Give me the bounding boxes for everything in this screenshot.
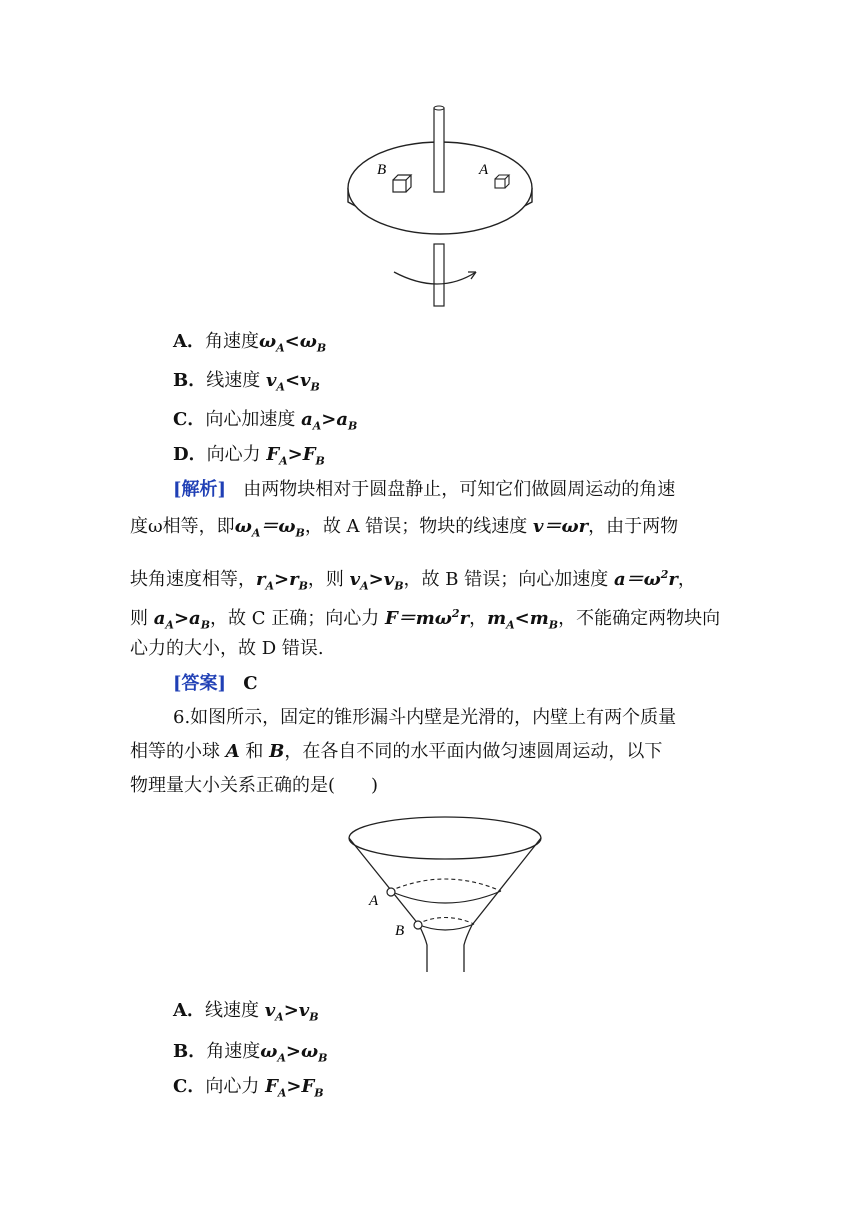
q6-line-2: 相等的小球 A 和 B，在各自不同的水平面内做匀速圆周运动，以下	[130, 741, 663, 762]
label-b: B	[395, 923, 405, 939]
option-6c: C．向心力 $F_A>F_B$	[173, 1076, 324, 1100]
analysis-line-3: 块角速度相等，$r_A>r_B$，则 $v_A>v_B$，故 B 错误；向心加速度 $a=\omega^2r$，	[130, 568, 696, 593]
rod-lower	[434, 244, 444, 306]
disk-figure	[340, 104, 550, 309]
answer-tag: [答案]	[173, 673, 227, 694]
rod-upper	[434, 108, 444, 192]
q6-line-3: 物理量大小关系正确的是( )	[130, 775, 379, 796]
analysis-tag: [解析]	[173, 479, 227, 500]
funnel-top	[349, 817, 541, 859]
analysis-line-1: [解析] 由两物块相对于圆盘静止，可知它们做圆周运动的角速	[173, 479, 676, 500]
q6-line-1: 6.如图所示，固定的锥形漏斗内壁是光滑的，内壁上有两个质量	[173, 707, 677, 728]
ball-a	[387, 888, 395, 896]
analysis-line-2: 度ω相等，即$\omega_A=\omega_B$，故 A 错误；物块的线速度 v＝ωr，由于两物	[130, 516, 679, 540]
label-b: B	[377, 162, 387, 178]
option-5b: B．线速度 $v_A<v_B$	[173, 370, 320, 394]
label-a: A	[479, 162, 489, 178]
answer-value: C	[243, 673, 258, 694]
funnel-neck	[419, 925, 472, 972]
ball-b	[414, 921, 422, 929]
answer-line	[173, 672, 258, 696]
option-6a: A．线速度 $v_A>v_B$	[173, 1000, 319, 1024]
analysis-line-5: 心力的大小，故 D 错误.	[130, 638, 324, 659]
option-5a: A．角速度$\omega_A<\omega_B$	[173, 331, 327, 355]
analysis-line-4: 则 $a_A>a_B$，故 C 正确；向心力 $F=m\omega^2r$，$m_A<m_B$，不能确定两物块向	[130, 607, 721, 632]
funnel-figure	[345, 815, 550, 975]
option-6b: B．角速度$\omega_A>\omega_B$	[173, 1041, 328, 1065]
option-5d: D．向心力 $F_A>F_B$	[173, 444, 325, 468]
label-a: A	[369, 893, 379, 909]
option-5c: C．向心加速度 $a_A>a_B$	[173, 409, 358, 433]
